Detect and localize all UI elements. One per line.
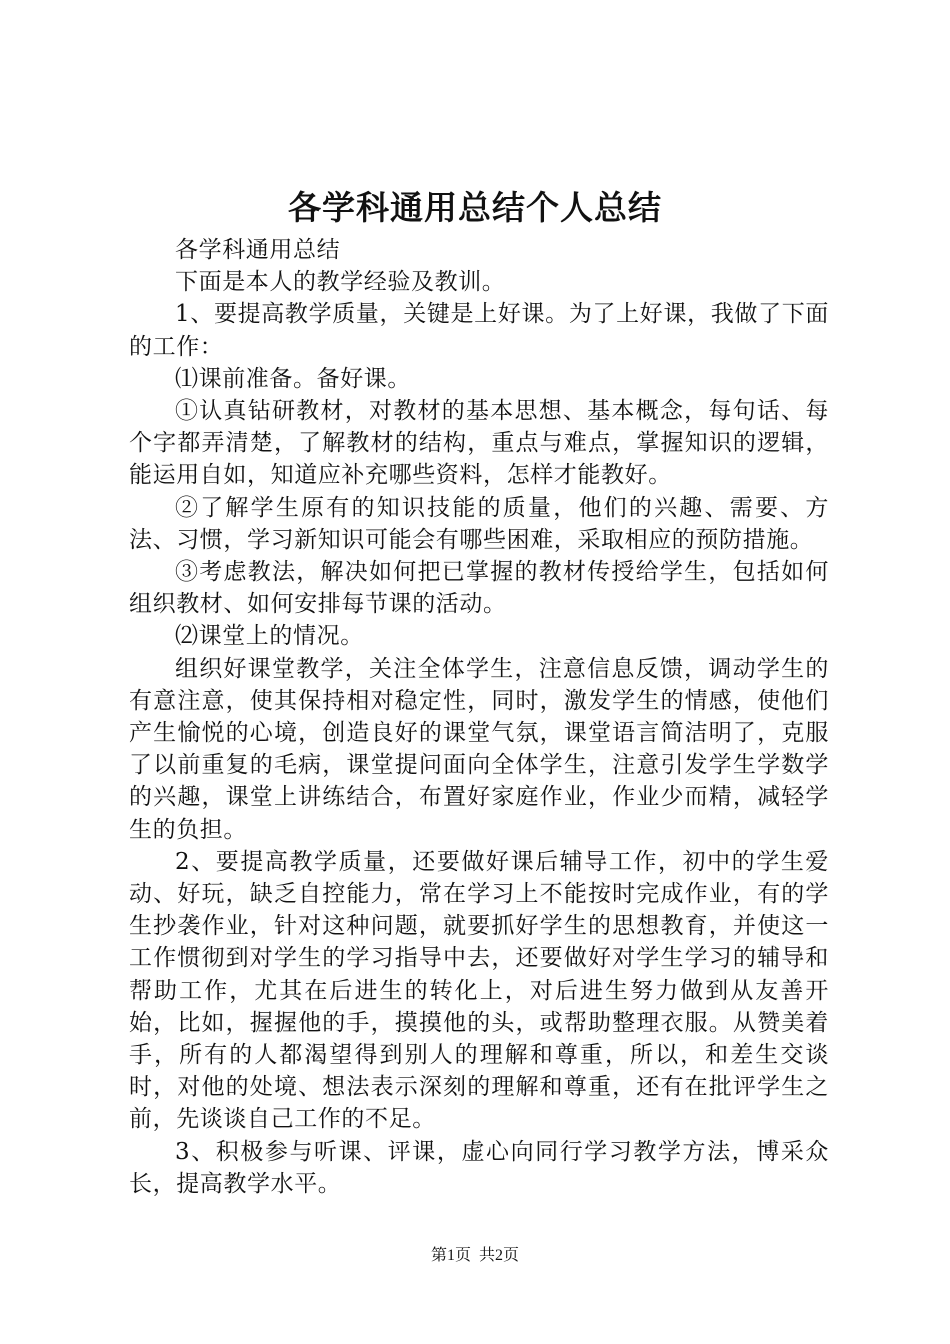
page-total: 共2页 [479, 1247, 520, 1264]
paragraph: ⑴课前准备。备好课。 [175, 365, 411, 392]
paragraph: 各学科通用总结 [175, 237, 341, 263]
page-number: 第1页 [430, 1247, 471, 1264]
page-footer [0, 1246, 950, 1266]
paragraph: 2、要提高教学质量，还要做好课后辅导工作，初中的学生爱动、好玩，缺乏自控能力，常在学习上不能按时完成作业，有的学生抄袭作业，针对这种问题，就要抓好学生的思想教育，并使这一工作惯彻到对学生的学习指导中去，还要做好对学生学习的辅导和帮助工作，尤其在后进生的转化上，对后进生努力做到从友善开始，比如，握握他的手，摸摸他的头，或帮助整理衣服。从赞美着手，所有的人都渴望得到别人的理解和尊重，所以，和差生交谈时，对他的处境、想法表示深刻的理解和尊重，还有在批评学生之前，先谈谈自己工作的不足。 [129, 848, 829, 1133]
paragraph: 3、积极参与听课、评课，虚心向同行学习教学方法，博采众长，提高教学水平。 [129, 1138, 829, 1197]
document-body [129, 234, 829, 1200]
paragraph: ②了解学生原有的知识技能的质量，他们的兴趣、需要、方法、习惯，学习新知识可能会有哪些困难，采取相应的预防措施。 [129, 494, 829, 553]
paragraph: 组织好课堂教学，关注全体学生，注意信息反馈，调动学生的有意注意，使其保持相对稳定性，同时，激发学生的情感，使他们产生愉悦的心境，创造良好的课堂气氛，课堂语言简洁明了，克服了以前重复的毛病，课堂提问面向全体学生，注意引发学生学数学的兴趣，课堂上讲练结合，布置好家庭作业，作业少而精，减轻学生的负担。 [129, 655, 829, 843]
document-title: 各学科通用总结个人总结 [288, 188, 662, 227]
paragraph: ③考虑教法，解决如何把已掌握的教材传授给学生，包括如何组织教材、如何安排每节课的活动。 [129, 559, 829, 618]
paragraph: ⑵课堂上的情况。 [175, 623, 364, 650]
paragraph: 1、要提高教学质量，关键是上好课。为了上好课，我做了下面的工作： [129, 301, 829, 360]
paragraph: 下面是本人的教学经验及教训。 [175, 269, 506, 296]
paragraph: ①认真钻研教材，对教材的基本思想、基本概念，每句话、每个字都弄清楚，了解教材的结构，重点与难点，掌握知识的逻辑，能运用自如，知道应补充哪些资料，怎样才能教好。 [129, 398, 829, 489]
